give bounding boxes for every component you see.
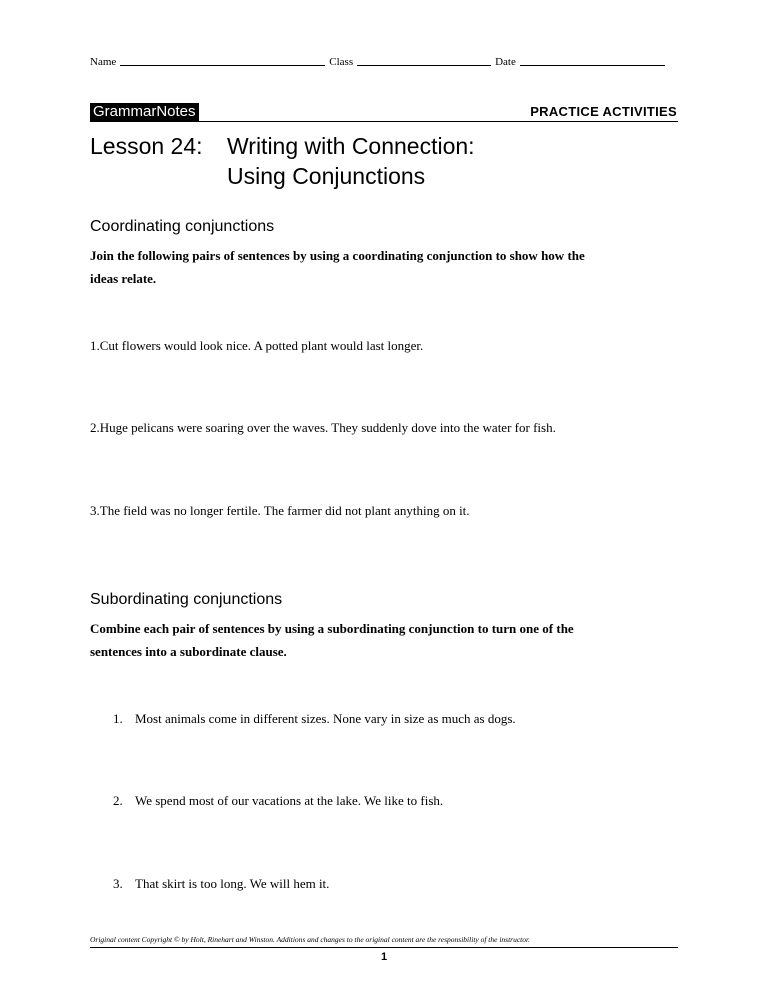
item-number: 1. — [113, 711, 123, 726]
item-text: That skirt is too long. We will hem it. — [135, 876, 330, 891]
subordinating-heading: Subordinating conjunctions — [90, 591, 283, 608]
item-text: We spend most of our vacations at the lake. We like to fish. — [135, 793, 444, 808]
practice-activities-label: PRACTICE ACTIVITIES — [530, 104, 677, 119]
grammar-notes-badge: GrammarNotes — [90, 103, 199, 121]
item-text: Most animals come in different sizes. None vary in size as much as dogs. — [135, 711, 516, 726]
lesson-number: Lesson 24: — [90, 133, 203, 159]
copyright-note: Original content Copyright © by Holt, Rinehart and Winston. Additions and changes to the original content are the responsibility of the instructor. — [90, 935, 530, 944]
class-blank[interactable] — [357, 53, 491, 66]
name-label: Name — [90, 56, 117, 68]
subordinating-item-2 — [113, 793, 443, 809]
date-blank[interactable] — [520, 53, 665, 66]
coordinating-instruction-line1: Join the following pairs of sentences by using a coordinating conjunction to show how the — [90, 248, 585, 263]
subordinating-instructions — [90, 617, 680, 663]
lesson-title — [90, 131, 475, 191]
footer-divider — [90, 947, 678, 948]
class-label: Class — [329, 56, 354, 68]
subordinating-item-3 — [113, 876, 329, 892]
subordinating-instruction-line2: sentences into a subordinate clause. — [90, 644, 287, 659]
coordinating-instructions — [90, 244, 680, 290]
coordinating-item-2: 2.Huge pelicans were soaring over the waves. They suddenly dove into the water for fish. — [90, 420, 556, 435]
subordinating-instruction-line1: Combine each pair of sentences by using a subordinating conjunction to turn one of the — [90, 621, 574, 636]
coordinating-instruction-line2: ideas relate. — [90, 271, 157, 286]
coordinating-heading: Coordinating conjunctions — [90, 218, 275, 235]
date-label: Date — [495, 56, 516, 68]
header-divider — [90, 121, 678, 122]
student-info-row — [90, 48, 678, 68]
subordinating-item-1 — [113, 711, 516, 727]
name-blank[interactable] — [120, 53, 325, 66]
lesson-title-line1: Writing with Connection: — [227, 133, 475, 159]
lesson-title-line2: Using Conjunctions — [227, 163, 426, 189]
page-number: 1 — [380, 951, 388, 963]
item-number: 2. — [113, 793, 123, 808]
coordinating-item-1: 1.Cut flowers would look nice. A potted plant would last longer. — [90, 338, 424, 353]
item-number: 3. — [113, 876, 123, 891]
coordinating-item-3: 3.The field was no longer fertile. The farmer did not plant anything on it. — [90, 503, 470, 518]
